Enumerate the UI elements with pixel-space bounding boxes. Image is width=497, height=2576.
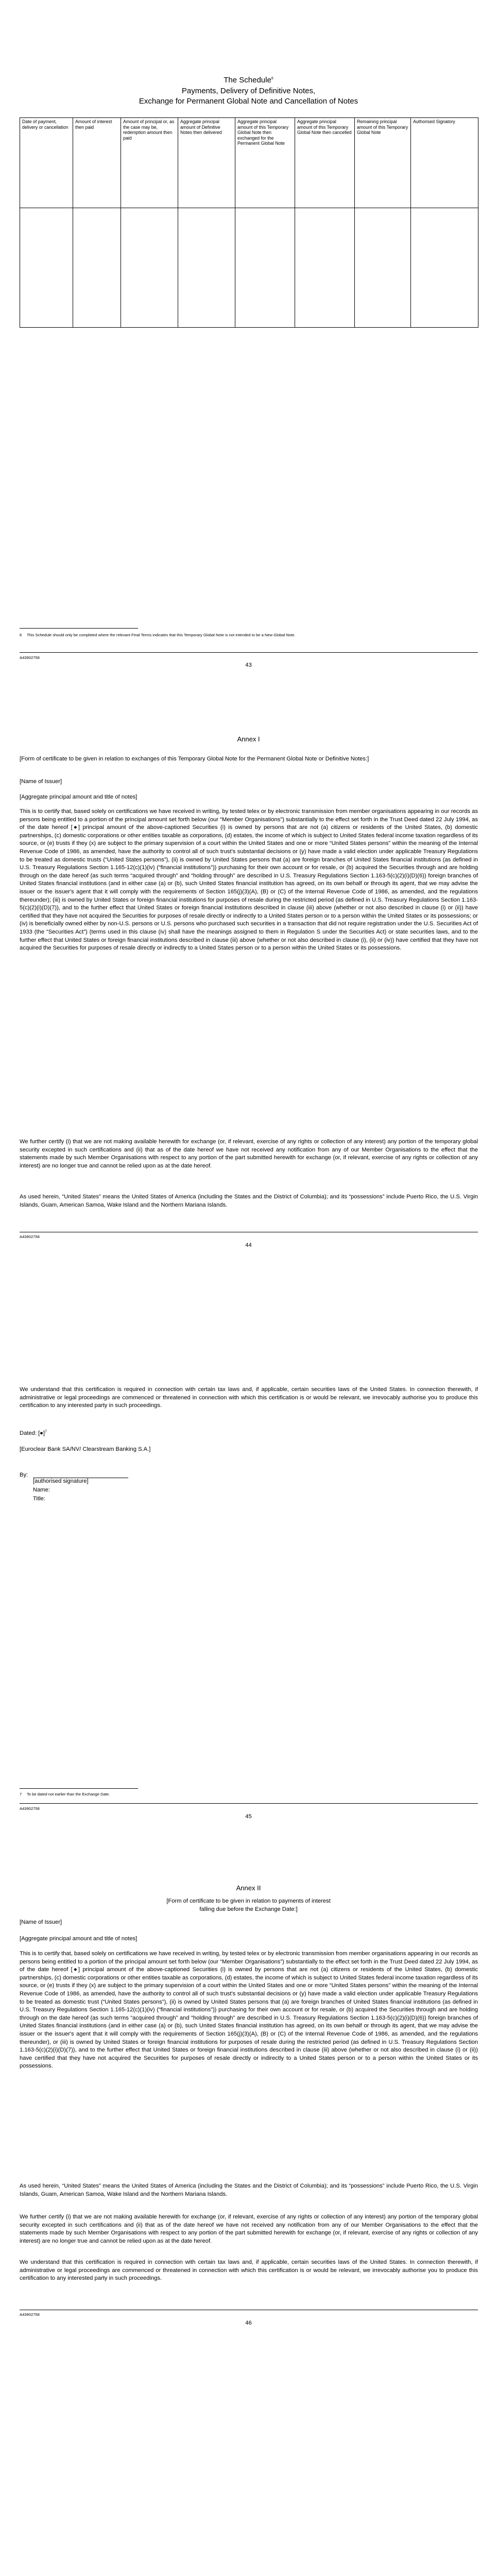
- empty-cell: [73, 208, 121, 328]
- issuer-name: [Name of Issuer]: [20, 1919, 62, 1925]
- further-certify-paragraph: We further certify (i) that we are not making available herewith for exchange (or, if relevant, exercise of any rights or collection of any interest) any portion of the temporary global security excepted in such certifications and (ii) that as of the date hereof we have not received any notification from any of our Member Organisations to the effect that the statements made by such Member Organisations with respect to any portion of the part submitted herewith for exchange (or, if relevant, exercise of any rights or collection of any interest) are no longer true and cannot be relied upon as at the date hereof.: [20, 1139, 478, 1169]
- doc-reference: A43902758: [20, 655, 40, 660]
- clearing-bank: [Euroclear Bank SA/NV/ Clearstream Banking S.A.]: [20, 1446, 151, 1452]
- column-header: Aggregate principal amount of this Temporary Global Note then exchanged for the Permanent Global Note: [235, 118, 295, 208]
- column-header: Authorised Signatory: [411, 118, 478, 208]
- dated-line: Dated: [●]$^7$: [20, 1430, 47, 1436]
- page-number: 45: [245, 1814, 252, 1820]
- schedule-subtitle-2: Exchange for Permanent Global Note and Cancellation of Notes: [139, 97, 358, 106]
- page-number: 46: [245, 2320, 252, 2326]
- understanding-paragraph: We understand that this certification is required in connection with certain tax laws and, if applicable, certain securities laws of the United States. In connection therewith, if administrative or legal proceedings are commenced or threatened in connection with which this certification is or would be relevant, we irrevocably authorise you to produce this certification to any interested party in such proceedings.: [20, 1386, 478, 1409]
- empty-cell: [235, 208, 295, 328]
- further-certify-paragraph: We further certify (i) that we are not making available herewith for exchange (or, if relevant, exercise of any rights or collection of any interest) any portion of the temporary global security excepted in such certifications and (ii) that as of the date hereof we have not received any notification from any of our Member Organisations to the effect that the statements made by such Member Organisations with respect to any portion of the part submitted herewith for exchange (or, if relevant, exercise of any rights or collection of any interest) are no longer true and cannot be relied upon as at the date hereof.: [20, 2214, 478, 2244]
- aggregate-amount: [Aggregate principal amount and title of notes]: [20, 1936, 138, 1942]
- annex-intro-line-1: [Form of certificate to be given in relation to payments of interest: [166, 1898, 331, 1904]
- annex-heading: Annex II: [236, 1884, 261, 1892]
- footnote-divider: [20, 628, 138, 629]
- schedule-empty-row: [20, 208, 478, 328]
- page-number: 44: [245, 1242, 252, 1248]
- empty-cell: [20, 208, 73, 328]
- schedule-header-row: [20, 118, 478, 208]
- empty-cell: [295, 208, 355, 328]
- annex-intro-line-2: falling due before the Exchange Date:]: [199, 1906, 298, 1912]
- doc-reference: A43902758: [20, 2312, 40, 2317]
- empty-cell: [355, 208, 411, 328]
- column-header: Amount of interest then paid: [73, 118, 121, 208]
- empty-cell: [411, 208, 478, 328]
- footnote-text: This Schedule should only be completed where the relevant Final Terms indicates that this Temporary Global Note is not intended to be a New Global Note.: [27, 633, 296, 637]
- definition-paragraph: As used herein, “United States” means the United States of America (including the States and the District of Columbia); and its “possessions” include Puerto Rico, the U.S. Virgin Islands, Guam, American Samoa, Wake Island and the Northern Mariana Islands.: [20, 1194, 478, 1208]
- schedule-table: [20, 117, 478, 328]
- by-label: By:: [20, 1472, 28, 1478]
- column-header: Date of payment, delivery or cancellation: [20, 118, 73, 208]
- column-header: Aggregate principal amount of Definitive Notes then delivered: [178, 118, 235, 208]
- understanding-paragraph: We understand that this certification is required in connection with certain tax laws and, if applicable, certain securities laws of the United States. In connection therewith, if administrative or legal proceedings are commenced or threatened in connection with which this certification is or would be relevant, we irrevocably authorise you to produce this certification to any interested party in such proceedings.: [20, 2259, 478, 2282]
- footnote-number: 6: [20, 633, 22, 637]
- column-header: Remaining principal amount of this Temporary Global Note: [355, 118, 411, 208]
- annex-intro: [Form of certificate to be given in relation to exchanges of this Temporary Global Note for the Permanent Global Note or Definitive Notes:]: [20, 756, 369, 762]
- schedule-title: The Schedule$^6$: [224, 76, 273, 84]
- empty-cell: [178, 208, 235, 328]
- page-footer-rule: [20, 1803, 478, 1804]
- footnote-number: 7: [20, 1792, 22, 1797]
- certification-paragraph: This is to certify that, based solely on certifications we have received in writing, by tested telex or by electronic transmission from member organisations appearing in our records as persons being entitled to a portion of the principal amount set forth below (our “Member Organisations”) substantially to the effect set forth in the Trust Deed dated 22 July 1994, as of the date hereof [●] principal amount of the above-captioned Securities (i) is owned by persons that are not (a) citizens or residents of the United States, (b) domestic partnerships, (c) domestic corporations or other entities taxable as corporations, (d) estates, the income of which is subject to United States federal income taxation regardless of its source, or (e) trusts if they (x) are subject to the primary supervision of a court within the United States and one or more “United States persons” within the meaning of the Internal Revenue Code of 1986, as amended, have the authority to control all of such trust's substantial decisions or (y) have made a valid election under applicable Treasury Regulations to be treated as domestic trust (“United States persons”), (ii) is owned by United States persons that (a) are foreign branches of United States financial institutions (as defined in U.S. Treasury Regulations Section 1.165-12(c)(1)(iv) (“financial institutions”)) purchasing for their own account or for resale, or (b) acquired the Securities through and are holding through on the date hereof (as such terms “acquired through” and “holding through” are described in U.S. Treasury Regulations Section 1.163-5(c)(2)(i)(D)(6)) foreign branches of United States financial institutions (and in either case (a) or (b), such United States financial institution has agreed, on its own behalf or through its agent, that we may advise the issuer or the issuer's agent that it will comply with the requirements of Section 165(j)(3)(A), (B) or (C) of the Internal Revenue Code of 1986, as amended, and the regulations thereunder), or (iii) is owned by United States or foreign financial institutions for purposes of resale during the restricted period (as defined in U.S. Treasury Regulations Section 1.163-5(c)(2)(i)(D)(7)), and to the further effect that United States or foreign financial institutions described in clause (iii) above (whether or not also described in clause (i) or (ii)) have certified that they have not acquired the Securities for purposes of resale directly or indirectly to a United States person or to a person within the United States or its possessions.: [20, 1951, 478, 2070]
- column-header: Aggregate principal amount of this Temporary Global Note then cancelled: [295, 118, 355, 208]
- definition-paragraph: As used herein, “United States” means the United States of America (including the States and the District of Columbia); and its “possessions” include Puerto Rico, the U.S. Virgin Islands, Guam, American Samoa, Wake Island and the Northern Mariana Islands.: [20, 2183, 478, 2197]
- page-number: 43: [245, 662, 252, 668]
- issuer-name: [Name of Issuer]: [20, 778, 62, 785]
- aggregate-amount: [Aggregate principal amount and title of notes]: [20, 794, 138, 800]
- schedule-subtitle-1: Payments, Delivery of Definitive Notes,: [181, 87, 316, 95]
- footnote-text: To be dated not earlier than the Exchange Date.: [27, 1792, 110, 1797]
- footnote-divider: [20, 1788, 138, 1789]
- empty-cell: [121, 208, 178, 328]
- signature-placeholder: [authorised signature]: [33, 1478, 89, 1484]
- doc-reference: A43902758: [20, 1234, 40, 1239]
- annex-heading: Annex I: [237, 735, 260, 743]
- certification-paragraph: This is to certify that, based solely on certifications we have received in writing, by tested telex or by electronic transmission from member organisations appearing in our records as persons being entitled to a portion of the principal amount set forth below (our “Member Organisations”) substantially to the effect set forth in the Trust Deed dated 22 July 1994, as of the date hereof [●] principal amount of the above-captioned Securities (i) is owned by persons that are not (a) citizens or residents of the United States, (b) domestic partnerships, (c) domestic corporations or other entities taxable as corporations, (d) estates, the income of which is subject to United States federal income taxation regardless of its source, or (e) trusts if they (x) are subject to the primary supervision of a court within the United States and one or more “United States persons” within the meaning of the Internal Revenue Code of 1986, as amended, have the authority to control all of such trust's substantial decisions or (y) have made a valid election under applicable Treasury Regulations to be treated as domestic trusts (“United States persons”), (ii) is owned by United States persons that (a) are foreign branches of United States financial institutions (as defined in U.S. Treasury Regulations Section 1.165-12(c)(1)(iv) (“financial institutions”)) purchasing for their own account or for resale, or (b) acquired the Securities through and are holding through on the date hereof (as such terms “acquired through” and “holding through” are described in U.S. Treasury Regulations Section 1.163-5(c)(2)(i)(D)(6)) foreign branches of United States financial institutions (and in either case (a) or (b), such United States financial institution has agreed, on its own behalf or through its agent, that we may advise the issuer or the issuer's agent that it will comply with the requirements of Section 165(j)(3)(A), (B) or (C) of the Internal Revenue Code of 1986, as amended, and the regulations thereunder); (iii) is owned by United States or foreign financial institutions for purposes of resale during the restricted period (as defined in U.S. Treasury Regulations Section 1.163-5(c)(2)(i)(D)(7)), and to the further effect that United States or foreign financial institutions described in clause (iii) above (whether or not also described in clause (i) or (ii)) have certified that they have not acquired the Securities for purposes of resale directly or indirectly to a United States person or to a person within the United States or its possessions; or (iv) is beneficially owned either by non-U.S. persons or U.S. persons who purchased such securities in a transaction that did not require registration under the U.S. Securities Act of 1933 (the “Securities Act”) (terms used in this clause (iv) shall have the meanings assigned to them in Regulation S under the Securities Act) or state securities laws, and to the further effect that United States or foreign financial institutions described in clause (iii) above (whether or not also described in clause (i), (ii) or (iv)) have certified that they have not acquired the Securities for purposes of resale directly or indirectly to a United States person or to a person within the United States or its possessions.: [20, 808, 478, 952]
- column-header: Amount of principal or, as the case may be, redemption amount then paid: [121, 118, 178, 208]
- name-label: Name:: [33, 1487, 50, 1493]
- title-label: Title:: [33, 1496, 45, 1502]
- doc-reference: A43902758: [20, 1806, 40, 1811]
- page-footer-rule: [20, 652, 478, 653]
